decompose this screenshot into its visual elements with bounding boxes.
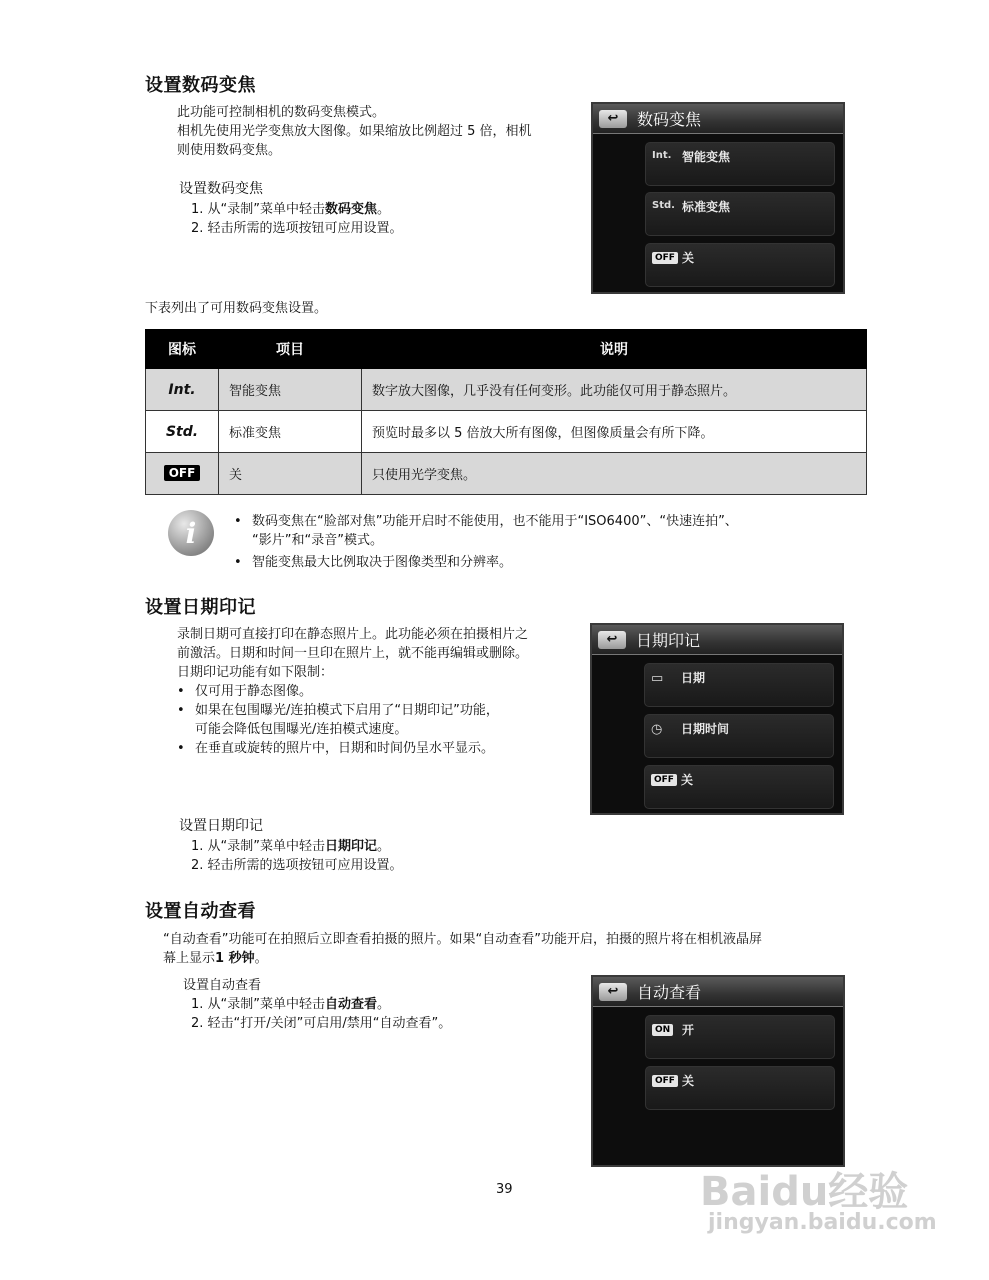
col-header-desc: 说明 bbox=[362, 330, 867, 369]
intro-line: “自动查看”功能可在拍照后立即查看拍摄的照片。如果“自动查看”功能开启，拍摄的照片将在相机液晶屏 bbox=[163, 932, 762, 947]
table-header-row bbox=[146, 330, 867, 369]
limit-item: • 仅可用于静态图像。 bbox=[165, 682, 585, 701]
auto-review-intro bbox=[163, 930, 873, 968]
option-date[interactable] bbox=[644, 663, 834, 707]
table-intro: 下表列出了可用数码变焦设置。 bbox=[145, 301, 328, 316]
section-title-auto-review: 设置自动查看 bbox=[145, 901, 256, 922]
date-stamp-intro bbox=[177, 625, 577, 682]
intro-line: 前激活。日期和时间一旦印在照片上，就不能再编辑或删除。 bbox=[177, 646, 529, 661]
option-smart-zoom[interactable] bbox=[645, 142, 835, 186]
table-cell-icon bbox=[146, 411, 219, 453]
auto-review-subheading: 设置自动查看 bbox=[183, 978, 262, 993]
table-row bbox=[146, 411, 867, 453]
date-stamp-limits bbox=[165, 682, 585, 758]
off-icon: OFF bbox=[652, 1075, 678, 1087]
col-header-item: 项目 bbox=[219, 330, 362, 369]
option-label: 日期时间 bbox=[681, 722, 730, 736]
watermark-brand: Baidu经验 bbox=[700, 1169, 909, 1215]
camera-screen-auto-review bbox=[591, 975, 845, 1167]
auto-review-steps bbox=[179, 995, 451, 1033]
digital-zoom-intro bbox=[177, 103, 577, 160]
date-stamp-steps bbox=[179, 837, 403, 875]
step-1: 1. 从“录制”菜单中轻击数码变焦。 bbox=[191, 202, 391, 217]
intelligent-zoom-icon: Int. bbox=[652, 150, 672, 161]
option-label: 关 bbox=[682, 1074, 695, 1088]
intro-line: 则使用数码变焦。 bbox=[177, 143, 282, 158]
digital-zoom-subheading: 设置数码变焦 bbox=[179, 181, 263, 197]
table-row bbox=[146, 369, 867, 411]
camera-screen-date-stamp bbox=[590, 623, 844, 815]
screen-header bbox=[593, 104, 843, 134]
step-2: 2. 轻击“打开/关闭”可启用/禁用“自动查看”。 bbox=[191, 1016, 452, 1031]
back-icon[interactable]: ↩ bbox=[599, 983, 627, 1001]
step-2: 2. 轻击所需的选项按钮可应用设置。 bbox=[191, 858, 403, 873]
off-icon: OFF bbox=[651, 774, 677, 786]
screen-header bbox=[592, 625, 842, 655]
zoom-settings-table bbox=[145, 329, 867, 495]
back-icon[interactable]: ↩ bbox=[598, 631, 626, 649]
option-label: 开 bbox=[682, 1023, 695, 1037]
digital-zoom-steps bbox=[179, 200, 403, 238]
option-date-time[interactable] bbox=[644, 714, 834, 758]
date-time-icon: ◷ bbox=[651, 722, 663, 737]
off-icon: OFF bbox=[652, 252, 678, 264]
limit-item: • 在垂直或旋转的照片中，日期和时间仍呈水平显示。 bbox=[165, 739, 585, 758]
intro-line: 此功能可控制相机的数码变焦模式。 bbox=[177, 105, 386, 120]
table-cell-item: 标准变焦 bbox=[219, 411, 362, 453]
off-icon: OFF bbox=[164, 465, 201, 481]
option-label: 标准变焦 bbox=[682, 200, 731, 214]
back-icon[interactable]: ↩ bbox=[599, 110, 627, 128]
section-title-date-stamp: 设置日期印记 bbox=[145, 597, 256, 618]
standard-zoom-icon: Std. bbox=[652, 200, 675, 211]
option-standard-zoom[interactable] bbox=[645, 192, 835, 236]
screen-title: 数码变焦 bbox=[637, 110, 702, 129]
option-label: 智能变焦 bbox=[682, 150, 731, 164]
date-stamp-subheading: 设置日期印记 bbox=[179, 818, 263, 834]
option-label: 日期 bbox=[681, 671, 706, 685]
page-number: 39 bbox=[496, 1182, 513, 1197]
intelligent-zoom-icon: Int. bbox=[168, 381, 196, 398]
notes-list bbox=[222, 512, 872, 572]
table-cell-item: 关 bbox=[219, 453, 362, 495]
intro-line: 录制日期可直接打印在静态照片上。此功能必须在拍摄相片之 bbox=[177, 627, 529, 642]
on-icon: ON bbox=[652, 1024, 673, 1036]
option-off[interactable] bbox=[645, 243, 835, 287]
limit-item: • 如果在包围曝光/连拍模式下启用了“日期印记”功能， 可能会降低包围曝光/连拍模式速度。 bbox=[165, 701, 585, 739]
option-on[interactable] bbox=[645, 1015, 835, 1059]
table-cell-item: 智能变焦 bbox=[219, 369, 362, 411]
step-1: 1. 从“录制”菜单中轻击自动查看。 bbox=[191, 997, 391, 1012]
info-icon: i bbox=[168, 510, 214, 556]
screen-header bbox=[593, 977, 843, 1007]
table-cell-desc: 数字放大图像，几乎没有任何变形。此功能仅可用于静态照片。 bbox=[362, 369, 867, 411]
col-header-icon: 图标 bbox=[146, 330, 219, 369]
note-item: • 数码变焦在“脸部对焦”功能开启时不能使用，也不能用于“ISO6400”、“快速连拍”、 “影片”和“录音”模式。 bbox=[222, 512, 872, 550]
option-label: 关 bbox=[681, 773, 694, 787]
intro-line: 日期印记功能有如下限制： bbox=[177, 665, 334, 680]
camera-screen-digital-zoom bbox=[591, 102, 845, 294]
intro-line: 幕上显示1 秒钟。 bbox=[163, 951, 268, 966]
note-item: • 智能变焦最大比例取决于图像类型和分辨率。 bbox=[222, 553, 872, 572]
section-title-digital-zoom: 设置数码变焦 bbox=[145, 75, 256, 96]
watermark-url: jingyan.baidu.com bbox=[708, 1210, 937, 1235]
option-off[interactable] bbox=[644, 765, 834, 809]
step-2: 2. 轻击所需的选项按钮可应用设置。 bbox=[191, 221, 403, 236]
intro-line: 相机先使用光学变焦放大图像。如果缩放比例超过 5 倍，相机 bbox=[177, 124, 532, 139]
option-label: 关 bbox=[682, 251, 695, 265]
screen-title: 自动查看 bbox=[637, 983, 702, 1002]
table-cell-icon bbox=[146, 369, 219, 411]
date-icon: ▭ bbox=[651, 671, 664, 686]
table-row bbox=[146, 453, 867, 495]
table-cell-desc: 只使用光学变焦。 bbox=[362, 453, 867, 495]
table-cell-desc: 预览时最多以 5 倍放大所有图像，但图像质量会有所下降。 bbox=[362, 411, 867, 453]
table-cell-icon bbox=[146, 453, 219, 495]
option-off[interactable] bbox=[645, 1066, 835, 1110]
step-1: 1. 从“录制”菜单中轻击日期印记。 bbox=[191, 839, 391, 854]
screen-title: 日期印记 bbox=[636, 631, 701, 650]
standard-zoom-icon: Std. bbox=[165, 423, 199, 440]
